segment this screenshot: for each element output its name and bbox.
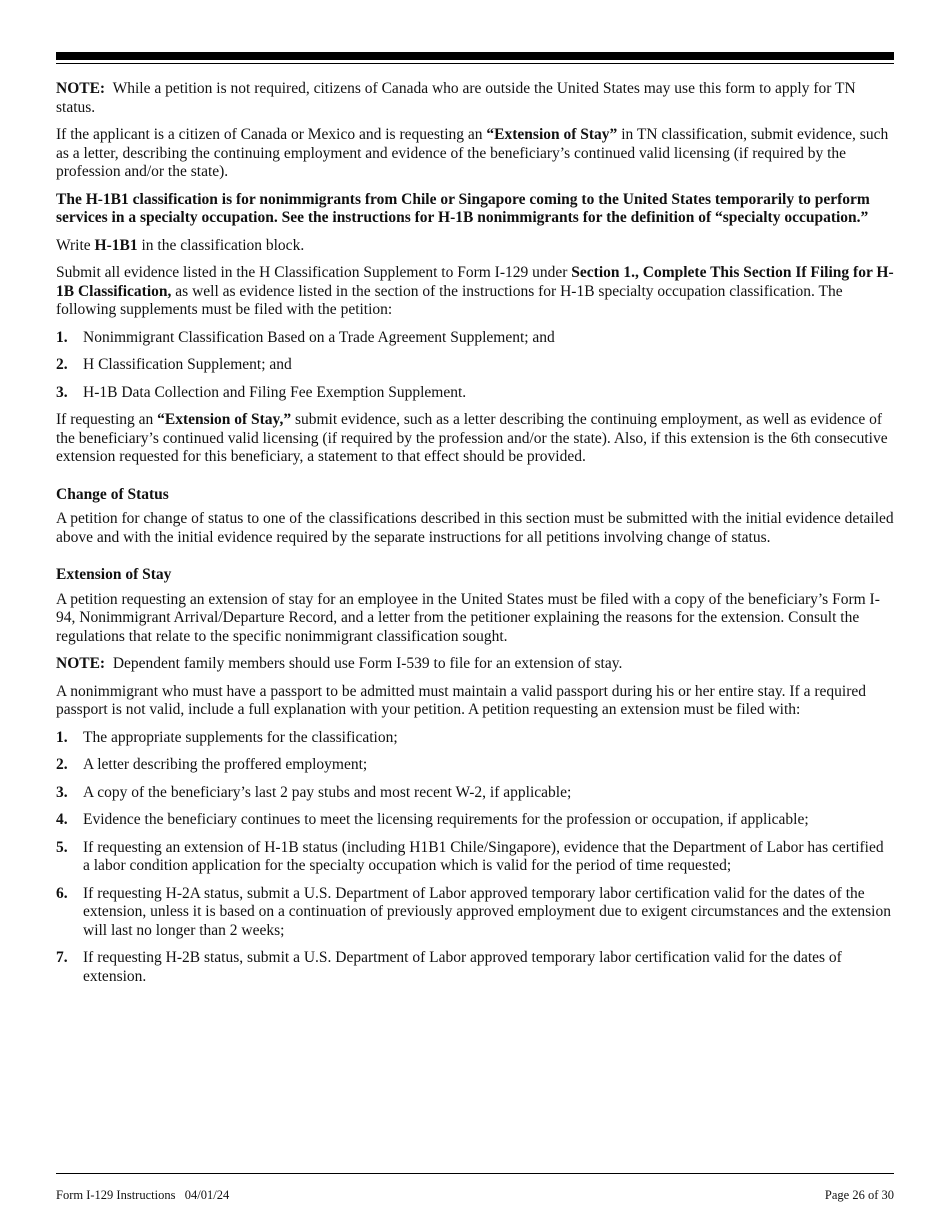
text-run: in TN classification, submit evidence, such as a letter, describing the continuing employment and evidence of the beneficiary’s continued valid licensing (if required by the profession and/or the state). [56,126,889,180]
write-h1b1-paragraph [56,237,894,256]
footer-page-number: Page 26 of 30 [824,1188,894,1202]
list-text: Nonimmigrant Classification Based on a Trade Agreement Supplement; and [83,328,555,346]
bold-run: Section 1., Complete This Section If Filing for H-1B Classification, [56,264,894,300]
list-text: H Classification Supplement; and [83,356,292,373]
bold-run: H-1B1 [94,236,138,254]
extension-of-stay-text: A petition requesting an extension of stay for an employee in the United States must be filed with a copy of the beneficiary’s Form I-94, Nonimmigrant Arrival/Departure Record, and a letter from the petitioner explaining the reasons for the extension. Consult the regulations that relate to the specific nonimmigrant classification sought. [56,590,880,645]
list-item [56,729,894,748]
extension-of-stay-heading: Extension of Stay [56,566,172,583]
list-item [56,811,894,830]
list-item [56,329,894,348]
note-text: While a petition is not required, citizens of Canada who are outside the United States may use this form to apply for TN status. [56,80,856,116]
footer-rule [56,1173,894,1174]
list-text: A copy of the beneficiary’s last 2 pay stubs and most recent W-2, if applicable; [83,783,572,801]
list-number: 1. [56,328,68,346]
list-number: 6. [56,884,68,902]
list-text: Evidence the beneficiary continues to meet the licensing requirements for the profession or occupation, if applicable; [83,811,809,828]
list-number: 4. [56,811,68,828]
header-rule-thin [56,63,894,64]
list-number: 2. [56,356,68,373]
h1b1-description-paragraph: The H-1B1 classification is for nonimmigrants from Chile or Singapore coming to the United States temporarily to perform services in a specialty occupation. See the instructions for H-1B nonimmigrants for the definition of “specialty occupation.” [56,190,870,226]
note-label: NOTE: [56,80,106,97]
list-item [56,384,894,403]
note-label: NOTE: [56,655,106,672]
text-run: submit evidence, such as a letter describing the continuing employment, as well as evidence of the beneficiary’s continued valid licensing (if required by the profession and/or the state). Also, if this extension is the 6th consecutive extension requested for this beneficiary, a statement to that effect should be provided. [56,411,888,465]
list-item [56,839,894,876]
list-number: 5. [56,838,68,856]
list-text: A letter describing the proffered employment; [83,756,368,773]
list-number: 1. [56,728,68,746]
list-text: If requesting H-2B status, submit a U.S. Department of Labor approved temporary labor certification valid for the dates of extension. [83,949,842,985]
change-of-status-heading: Change of Status [56,485,169,503]
tn-extension-paragraph [56,126,894,182]
submit-evidence-paragraph [56,264,894,320]
h1b1-extension-paragraph [56,411,894,467]
passport-paragraph: A nonimmigrant who must have a passport to be admitted must maintain a valid passport during his or her entire stay. If a required passport is not valid, include a full explanation with your petition. A petition requesting an extension must be filed with: [56,682,866,718]
text-run: as well as evidence listed in the section of the instructions for H-1B specialty occupation classification. The following supplements must be filed with the petition: [56,282,843,318]
text-run: If the applicant is a citizen of Canada or Mexico and is requesting an [56,126,487,143]
list-item [56,949,894,986]
list-text: H-1B Data Collection and Filing Fee Exemption Supplement. [83,383,467,401]
text-run: in the classification block. [137,236,305,254]
list-item [56,784,894,803]
text-run: Write [56,236,95,254]
dependent-note-paragraph [56,655,894,674]
text-run: If requesting an [56,411,158,428]
list-number: 3. [56,383,68,401]
extension-requirements-list [56,729,894,987]
change-of-status-text: A petition for change of status to one of the classifications described in this section must be submitted with the initial evidence detailed above and with the initial evidence required by the separate instructions for all petitions involving change of status. [56,510,894,546]
note-text: Dependent family members should use Form I-539 to file for an extension of stay. [112,655,623,672]
bold-run: “Extension of Stay” [486,126,618,143]
list-text: If requesting an extension of H-1B status (including H1B1 Chile/Singapore), evidence that the Department of Labor has certified a labor condition application for the specialty occupation which is valid for the period of time requested; [83,838,884,874]
list-item [56,756,894,775]
text-run: Submit all evidence listed in the H Classification Supplement to Form I-129 under [56,264,572,281]
bold-run: “Extension of Stay,” [157,411,292,428]
list-number: 2. [56,756,68,773]
list-number: 7. [56,949,68,966]
list-text: If requesting H-2A status, submit a U.S. Department of Labor approved temporary labor certification valid for the dates of the extension, unless it is based on a continuation of previously approved employment due to exigent circumstances and the extension will last no longer than 2 weeks; [83,884,891,939]
list-item [56,885,894,941]
tn-note-paragraph [56,80,894,117]
supplements-list [56,329,894,403]
list-item [56,356,894,375]
footer-form-info: Form I-129 Instructions 04/01/24 [56,1188,230,1202]
page-content [56,80,894,995]
header-rule-thick [56,52,894,60]
list-text: The appropriate supplements for the classification; [83,728,398,746]
list-number: 3. [56,783,68,801]
